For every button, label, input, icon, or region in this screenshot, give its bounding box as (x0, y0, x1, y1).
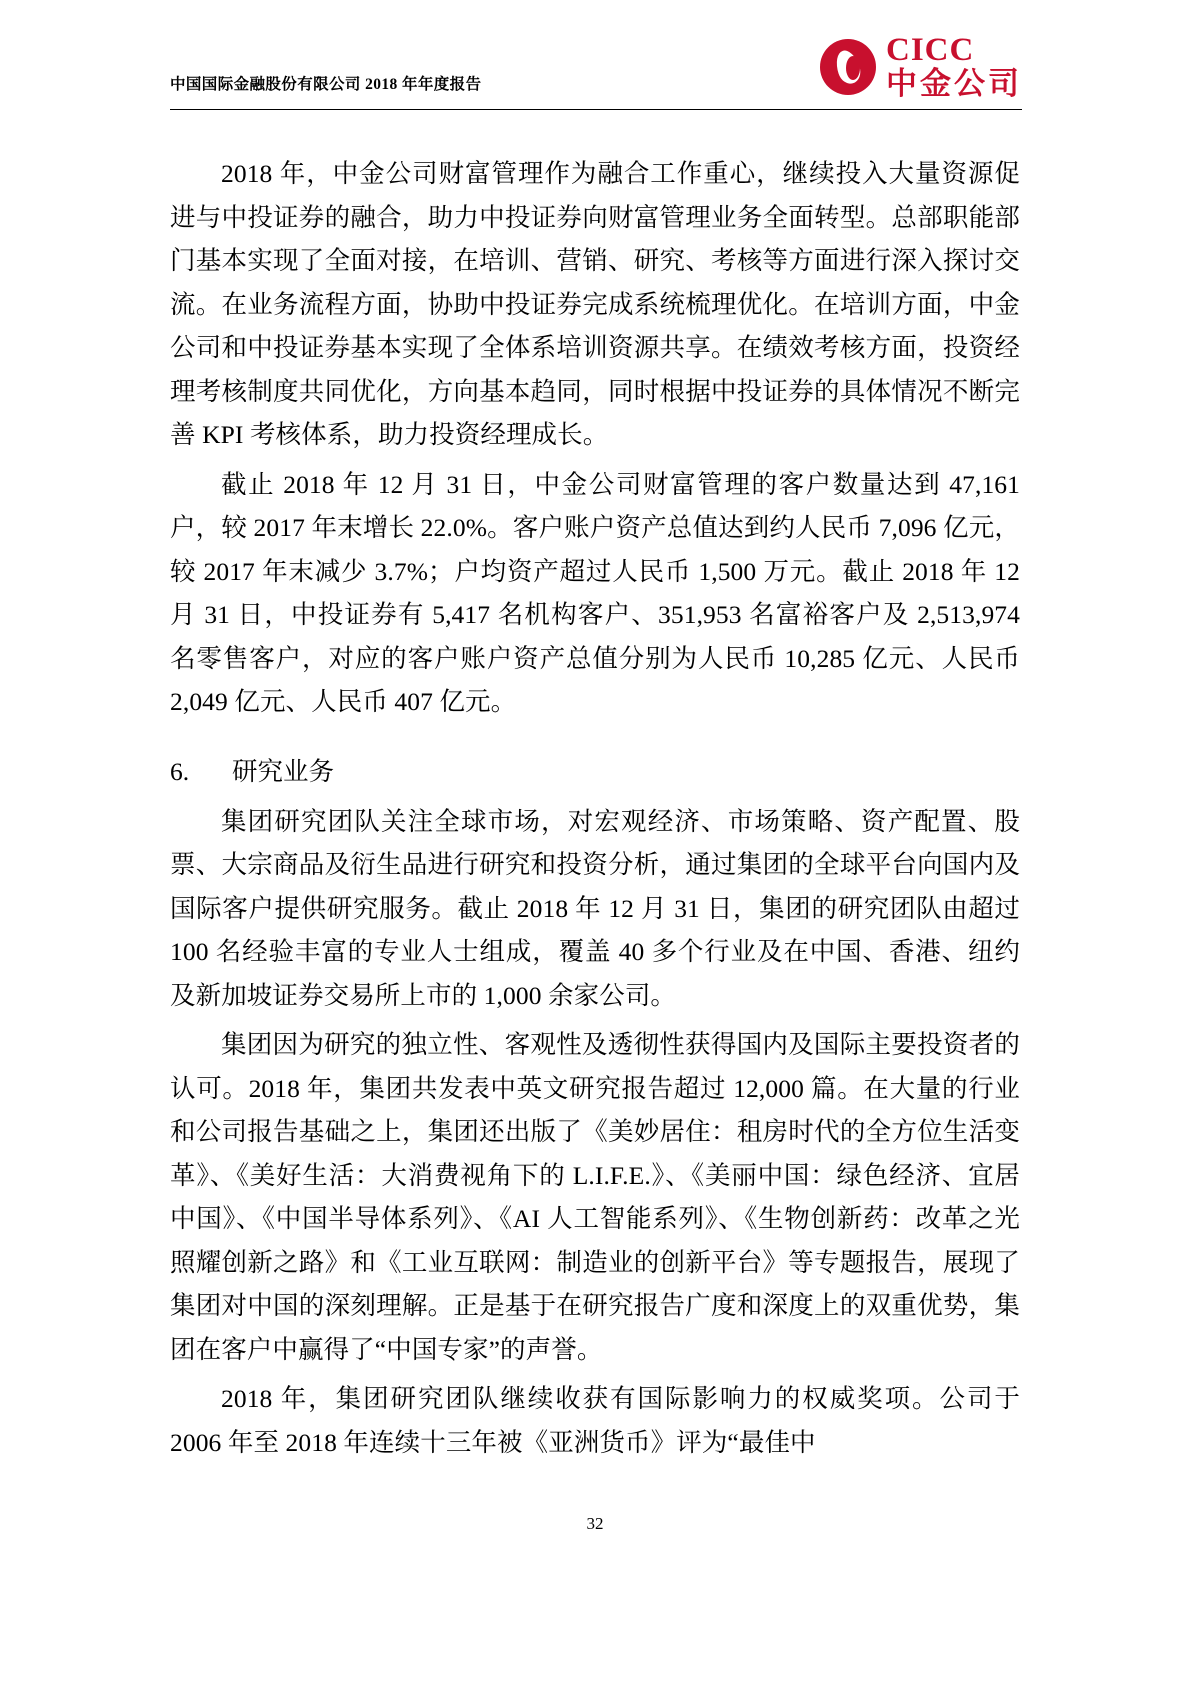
paragraph-wealth-management-integration: 2018 年，中金公司财富管理作为融合工作重心，继续投入大量资源促进与中投证券的融合，助力中投证券向财富管理业务全面转型。总部职能部门基本实现了全面对接，在培训、营销、研究、考核等方面进行深入探讨交流。在业务流程方面，协助中投证券完成系统梳理优化。在培训方面，中金公司和中投证券基本实现了全体系培训资源共享。在绩效考核方面，投资经理考核制度共同优化，方向基本趋同，同时根据中投证券的具体情况不断完善 KPI 考核体系，助力投资经理成长。 (170, 159, 1020, 449)
section-heading-research-business (170, 750, 1020, 794)
logo-english-text: CICC (886, 32, 975, 68)
logo-chinese-text: 中金公司 (886, 65, 1022, 101)
paragraph-research-team-overview: 集团研究团队关注全球市场，对宏观经济、市场策略、资产配置、股票、大宗商品及衍生品进行研究和投资分析，通过集团的全球平台向国内及国际客户提供研究服务。截止 2018 年 12 月 31 日，集团的研究团队由超过 100 名经验丰富的专业人士组成，覆盖 40 多个行业及在中国、香港、纽约及新加坡证券交易所上市的 1,000 余家公司。 (170, 806, 1020, 1010)
section-title: 研究业务 (232, 756, 335, 786)
header-divider (170, 109, 1022, 111)
page-number: 32 (586, 1514, 604, 1533)
cicc-flame-logo-icon (820, 39, 876, 95)
paragraph-client-statistics: 截止 2018 年 12 月 31 日，中金公司财富管理的客户数量达到 47,161 户，较 2017 年末增长 22.0%。客户账户资产总值达到约人民币 7,096 亿元，较 2017 年末减少 3.7%；户均资产超过人民币 1,500 万元。截止 2018 年 12 月 31 日，中投证券有 5,417 名机构客户、351,953 名富裕客户及 2,513,974 名零售客户，对应的客户账户资产总值分别为人民币 10,285 亿元、人民币 2,049 亿元、人民币 407 亿元。 (170, 469, 1020, 716)
page-header (170, 32, 1022, 110)
section-number: 6. (170, 756, 190, 786)
paragraph-research-reports: 集团因为研究的独立性、客观性及透彻性获得国内及国际主要投资者的认可。2018 年，集团共发表中英文研究报告超过 12,000 篇。在大量的行业和公司报告基础之上，集团还出版了《美妙居住：租房时代的全方位生活变革》、《美好生活：大消费视角下的 L.I.F.E.》、《美丽中国：绿色经济、宜居中国》、《中国半导体系列》、《AI 人工智能系列》、《生物创新药：改革之光照耀创新之路》和《工业互联网：制造业的创新平台》等专题报告，展现了集团对中国的深刻理解。正是基于在研究报告广度和深度上的双重优势，集团在客户中赢得了“中国专家”的声誉。 (170, 1030, 1020, 1364)
running-header-title: 中国国际金融股份有限公司 2018 年年度报告 (170, 76, 482, 93)
paragraph-research-awards: 2018 年，集团研究团队继续收获有国际影响力的权威奖项。公司于 2006 年至 2018 年连续十三年被《亚洲货币》评为“最佳中 (170, 1384, 1020, 1457)
logo-wordmark (886, 34, 1022, 99)
cicc-logo (820, 34, 1022, 99)
page-footer (0, 1514, 1190, 1534)
page-content (170, 152, 1020, 1470)
